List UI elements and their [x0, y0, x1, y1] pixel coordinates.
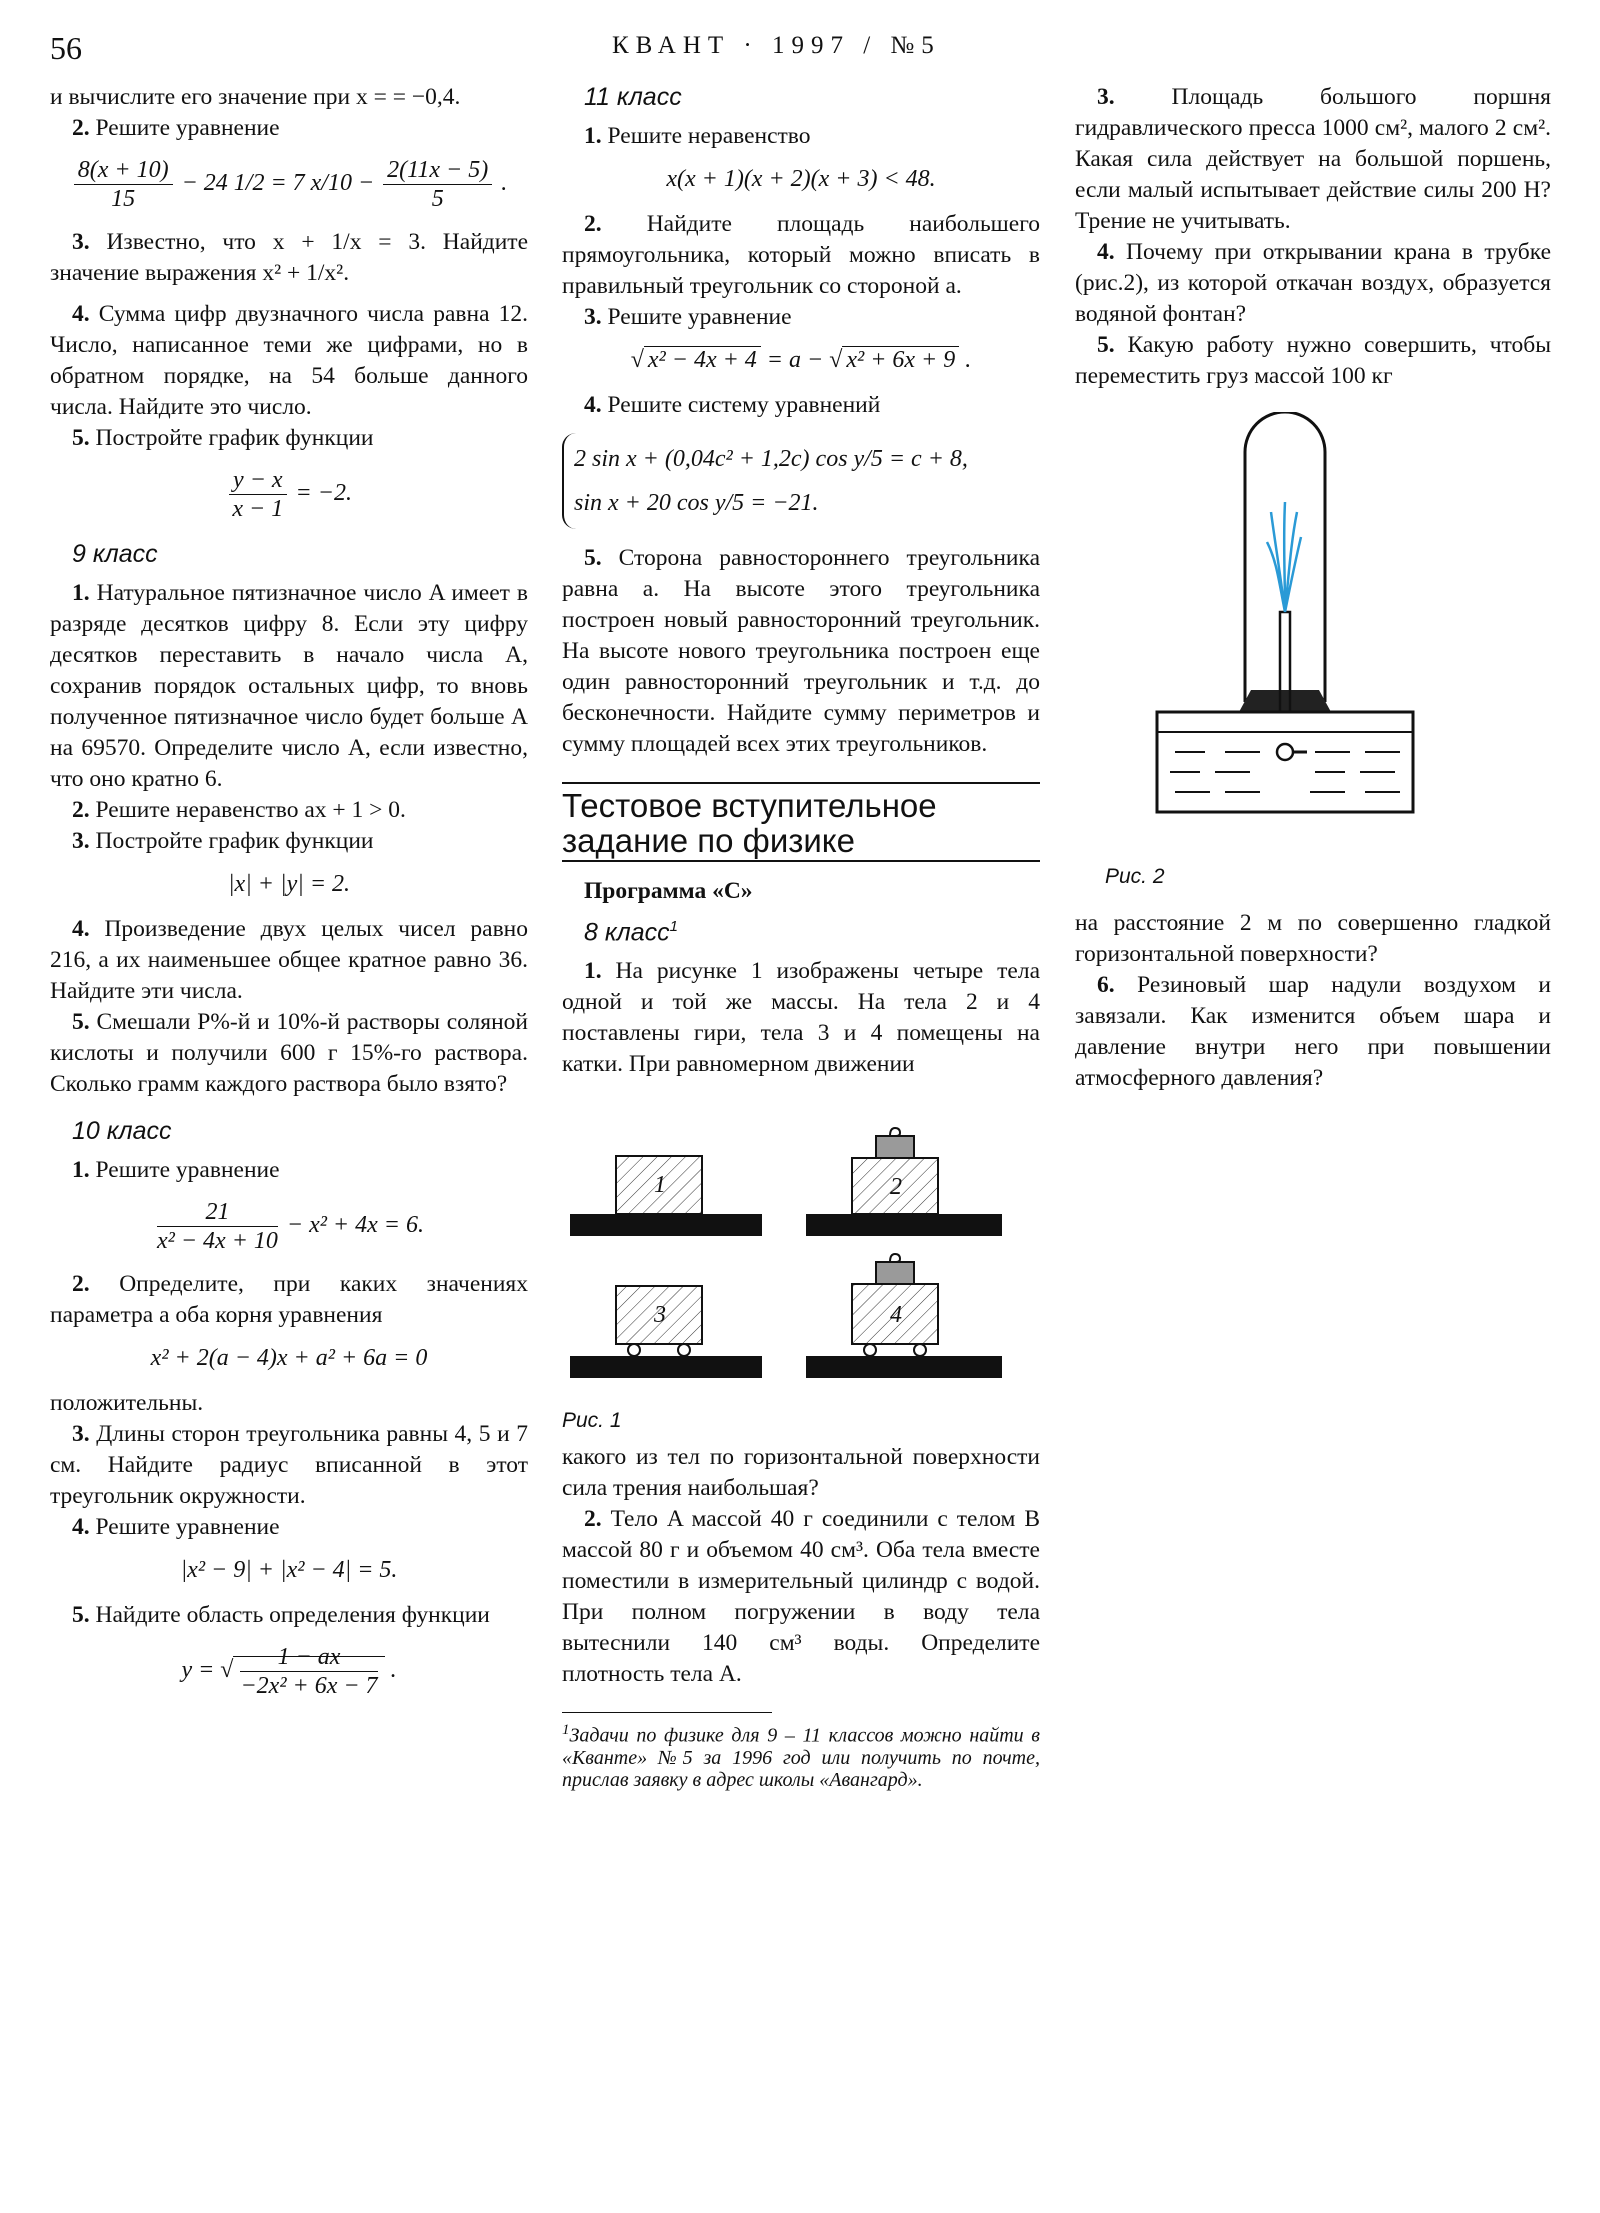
- water-fountain: [1267, 502, 1301, 612]
- ground-4: [806, 1356, 1002, 1378]
- physics-problem-3: 3. Площадь большого поршня гидравлического пресса 1000 см², малого 2 см². Какая сила действует на большой поршень, если малый испытывает действие силы 200 Н? Трение не учитывать.: [1075, 84, 1551, 234]
- grade-9-heading: 9 класс: [72, 540, 158, 568]
- problem-5: 5. Постройте график функции: [72, 425, 374, 451]
- paragraph: на расстояние 2 м по совершенно гладкой горизонтальной поверхности?: [1075, 910, 1551, 967]
- problem-11-1: 1. Решите неравенство: [584, 123, 811, 149]
- problem-10-3: 3. Длины сторон треугольника равны 4, 5 и 7 см. Найдите радиус вписанной в этот треугольник окружности.: [50, 1421, 528, 1509]
- physics-problem-6: 6. Резиновый шар надули воздухом и завязали. Как изменится объем шара и давление внутри него при повышении атмосферного давления?: [1075, 972, 1552, 1091]
- weight-hook: [890, 1128, 900, 1136]
- figure-2: [1075, 412, 1551, 902]
- column-2: [562, 82, 1040, 1791]
- fig1-label-3: 3: [654, 1302, 666, 1329]
- figure-1-caption: Рис. 1: [562, 1409, 622, 1433]
- equation: x² + 2(a − 4)x + a² + 6a = 0: [150, 1345, 428, 1371]
- problem-9-1: 1. Натуральное пятизначное число A имеет в разряде десятков цифру 8. Если эту цифру десятков переставить в начало числа A, сохранив порядок остальных цифр, то вновь полученное пятизначное число будет больше A на 69570. Определите число A, если известно, что оно кратно 6.: [50, 580, 528, 792]
- equation: $\frac{y - x}{x - 1}$ = −2.: [50, 466, 528, 523]
- problem-10-2: 2. Определите, при каких значениях параметра a оба корня уравнения: [50, 1271, 528, 1328]
- column-3: [1075, 82, 1551, 1094]
- problem-11-4: 4. Решите систему уравнений: [584, 392, 881, 418]
- weight-hook: [890, 1254, 900, 1262]
- ground-3: [570, 1356, 762, 1378]
- paragraph: какого из тел по горизонтальной поверхности сила трения наибольшая?: [562, 1444, 1040, 1502]
- water-vessel: [1157, 712, 1413, 812]
- problem-10-4: 4. Решите уравнение: [72, 1514, 280, 1540]
- grade-8-heading: 8 класс$^1$: [584, 918, 679, 947]
- ground-1: [570, 1214, 762, 1236]
- paragraph: и вычислите его значение при x = = −0,4.: [50, 84, 461, 110]
- weight-4: [876, 1262, 914, 1284]
- section-title: Тестовое вступительное задание по физике: [562, 782, 1040, 862]
- valve: [1277, 744, 1293, 760]
- grade-10-heading: 10 класс: [72, 1117, 172, 1145]
- physics-problem-4: 4. Почему при открывании крана в трубке (рис.2), из которой откачан воздух, образуется водяной фонтан?: [1075, 239, 1551, 327]
- roller: [914, 1344, 926, 1356]
- problem-3: 3. Известно, что x + 1/x = 3. Найдите значение выражения x² + 1/x².: [50, 229, 529, 286]
- problem-4: 4. Сумма цифр двузначного числа равна 12. Число, написанное теми же цифрами, но в обратном порядке, на 54 больше данного числа. Найдите это число.: [50, 301, 529, 420]
- problem-9-2: 2. Решите неравенство ax + 1 > 0.: [72, 797, 406, 823]
- equation: |x| + |y| = 2.: [227, 871, 351, 897]
- fig1-label-4: 4: [890, 1302, 902, 1329]
- equation-system: 2 sin x + (0,04c² + 1,2c) cos y/5 = c + 8, sin x + 20 cos y/5 = −21.: [562, 433, 1040, 529]
- problem-2: 2. Решите уравнение: [72, 115, 280, 141]
- physics-problem-1: 1. На рисунке 1 изображены четыре тела одной и той же массы. На тела 2 и 4 поставлены гири, тела 3 и 4 помещены на катки. При равномерном движении: [562, 958, 1040, 1078]
- figure-2-caption: Рис. 2: [1105, 865, 1165, 888]
- figure-2-drawing: [1075, 412, 1551, 852]
- problem-9-5: 5. Смешали P%-й и 10%-й растворы соляной кислоты и получили 600 г 15%-го раствора. Сколько грамм каждого раствора было взято?: [50, 1009, 529, 1097]
- figure-1: [562, 1096, 1040, 1436]
- problem-11-3: 3. Решите уравнение: [584, 304, 792, 330]
- problem-9-3: 3. Постройте график функции: [72, 828, 374, 854]
- ground-2: [806, 1214, 1002, 1236]
- figure-1-drawing: [562, 1096, 1040, 1396]
- problem-9-4: 4. Произведение двух целых чисел равно 216, а их наименьшее общее кратное равно 36. Найдите эти числа.: [50, 916, 529, 1004]
- equation: $\frac{21}{\text{x² − 4x + 10}}$ − x² + 4x = 6.: [157, 1199, 424, 1254]
- equation: $\frac{8(x + 10)}{15}$ − 24 1/2 = 7 x/10 − $\frac{2(11x - 5)}{5}$ .: [50, 156, 528, 213]
- grade-11-heading: 11 класс: [584, 83, 682, 111]
- equation: y = √ $\frac{1 - ax}{\text{−2x² + 6x − 7}}$ .: [181, 1644, 397, 1699]
- page-number: 56: [50, 30, 82, 66]
- equation: x(x + 1)(x + 2)(x + 3) < 48.: [666, 166, 936, 192]
- roller: [864, 1344, 876, 1356]
- fig1-label-2: 2: [890, 1174, 902, 1201]
- equation: √ x² − 4x + 4 = a − √ x² + 6x + 9 .: [630, 347, 972, 373]
- problem-10-1: 1. Решите уравнение: [72, 1157, 280, 1183]
- footnote: $^1$Задачи по физике для 9 – 11 классов можно найти в «Кванте» №5 за 1996 год или получить по почте, прислав заявку в адрес школы «Авангард».: [562, 1722, 1040, 1791]
- running-title: КВАНТ · 1997 / №5: [612, 32, 941, 59]
- physics-problem-2: 2. Тело A массой 40 г соединили с телом B массой 80 г и объемом 40 см³. Оба тела вместе поместили в измерительный цилиндр с водой. При полном погружении в воду тела вытеснили 140 см³ воды. Определите плотность тела A.: [562, 1506, 1040, 1688]
- program-label: Программа «C»: [584, 878, 753, 904]
- weight-2: [876, 1136, 914, 1158]
- physics-problem-5: 5. Какую работу нужно совершить, чтобы переместить груз массой 100 кг: [1075, 332, 1551, 389]
- paragraph: положительны.: [50, 1390, 204, 1416]
- stopper: [1239, 690, 1331, 712]
- roller: [628, 1344, 640, 1356]
- problem-11-5: 5. Сторона равностороннего треугольника равна a. На высоте этого треугольника построен новый равносторонний треугольник. На высоте нового треугольника построен еще один равносторонний треугольник и т.д. до бесконечности. Найдите сумму периметров и сумму площадей всех этих треугольников.: [562, 545, 1040, 757]
- problem-11-2: 2. Найдите площадь наибольшего прямоугольника, который можно вписать в правильный треугольник со стороной a.: [562, 211, 1041, 299]
- footnote-rule: [562, 1712, 772, 1713]
- equation: |x² − 9| + |x² − 4| = 5.: [180, 1557, 398, 1583]
- column-1: [50, 82, 528, 1714]
- fig1-label-1: 1: [654, 1172, 666, 1199]
- page-header: [50, 30, 1550, 70]
- roller: [678, 1344, 690, 1356]
- problem-10-5: 5. Найдите область определения функции: [72, 1602, 490, 1628]
